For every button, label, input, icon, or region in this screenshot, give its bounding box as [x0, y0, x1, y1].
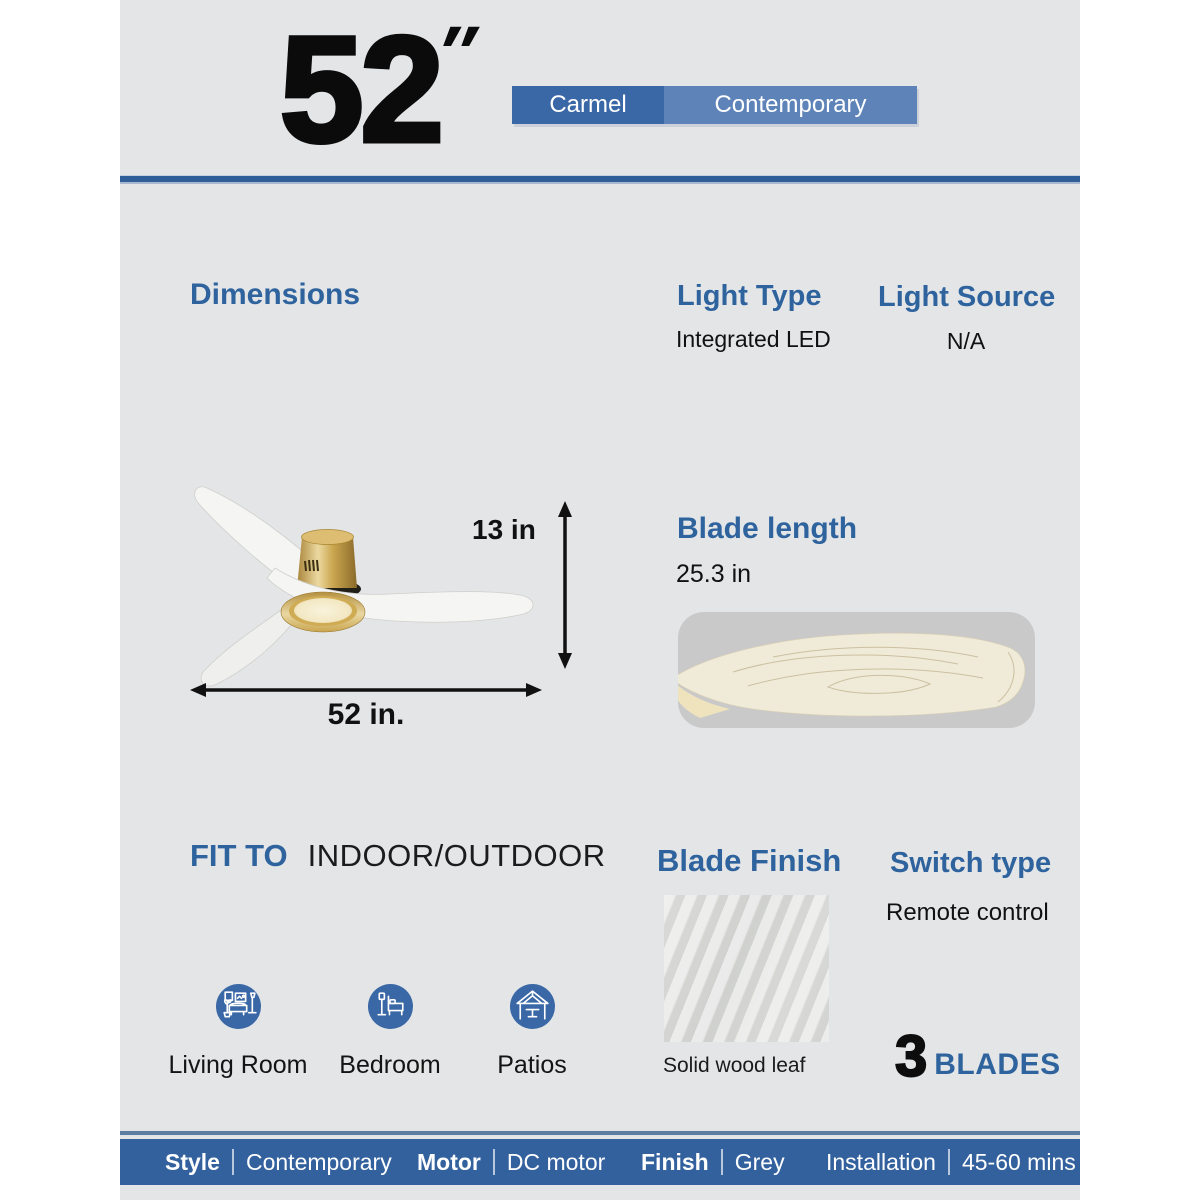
inch-mark: ″ — [427, 11, 486, 96]
bedroom-icon — [368, 984, 413, 1029]
spec-label: Installation — [826, 1148, 936, 1175]
light-lens — [294, 598, 352, 623]
width-arrowhead-right — [526, 683, 542, 697]
fit-to-title: FIT TO — [190, 838, 288, 873]
spec-value: 45-60 mins — [961, 1148, 1076, 1175]
height-arrowhead-bottom — [558, 653, 572, 669]
spec-style — [165, 1139, 392, 1185]
dimensions-title: Dimensions — [190, 278, 361, 311]
light-type-value: Integrated LED — [676, 326, 831, 352]
location-living-room — [153, 984, 323, 1080]
spec-motor — [417, 1139, 605, 1185]
blade-finish-caption: Solid wood leaf — [663, 1054, 806, 1077]
ceiling-fan-image — [175, 473, 585, 718]
location-patios — [447, 984, 617, 1080]
light-type-title: Light Type — [677, 280, 822, 312]
location-label: Living Room — [168, 1051, 308, 1079]
blade-count-number: 3 — [895, 1024, 928, 1089]
location-label: Patios — [497, 1051, 567, 1079]
header-divider — [120, 175, 1080, 184]
spec-label: Finish — [641, 1148, 709, 1175]
spec-separator — [948, 1149, 950, 1175]
fan-size-number: 52 — [280, 5, 441, 173]
patio-icon — [510, 984, 555, 1029]
series-name: Carmel — [512, 86, 664, 124]
spec-label: Style — [165, 1148, 220, 1175]
light-source-title: Light Source — [878, 281, 1056, 313]
fit-to-row — [190, 838, 606, 874]
infographic-panel — [120, 0, 1080, 1200]
spec-installation — [826, 1139, 1076, 1185]
spec-label: Motor — [417, 1148, 481, 1175]
location-label: Bedroom — [339, 1051, 441, 1079]
spec-value: DC motor — [506, 1148, 606, 1175]
width-dimension-label: 52 in. — [327, 698, 405, 731]
spec-separator — [493, 1149, 495, 1175]
blade-length-title: Blade length — [677, 512, 858, 545]
spec-bar — [120, 1139, 1080, 1185]
motor-top — [302, 530, 354, 545]
blade-photo — [678, 612, 1035, 728]
living-room-icon — [216, 984, 261, 1029]
blade-count-label: BLADES — [934, 1048, 1061, 1081]
fit-to-value: INDOOR/OUTDOOR — [307, 838, 606, 873]
switch-type-title: Switch type — [890, 847, 1052, 879]
spec-value: Grey — [734, 1148, 785, 1175]
blade-finish-swatch — [664, 895, 829, 1042]
spec-value: Contemporary — [245, 1148, 392, 1175]
blade-finish-title: Blade Finish — [657, 843, 842, 878]
spec-separator — [721, 1149, 723, 1175]
height-dimension-label: 13 in — [472, 514, 536, 545]
blade-count — [895, 1024, 1061, 1089]
switch-type-value: Remote control — [886, 899, 1049, 926]
blade-length-value: 25.3 in — [676, 560, 752, 588]
spec-finish — [641, 1139, 785, 1185]
footer-divider — [120, 1130, 1080, 1136]
series-badge — [512, 86, 917, 124]
light-source-value: N/A — [946, 328, 986, 354]
height-arrowhead-top — [558, 501, 572, 517]
series-category: Contemporary — [664, 86, 917, 124]
spec-separator — [232, 1149, 234, 1175]
width-arrowhead-left — [190, 683, 206, 697]
